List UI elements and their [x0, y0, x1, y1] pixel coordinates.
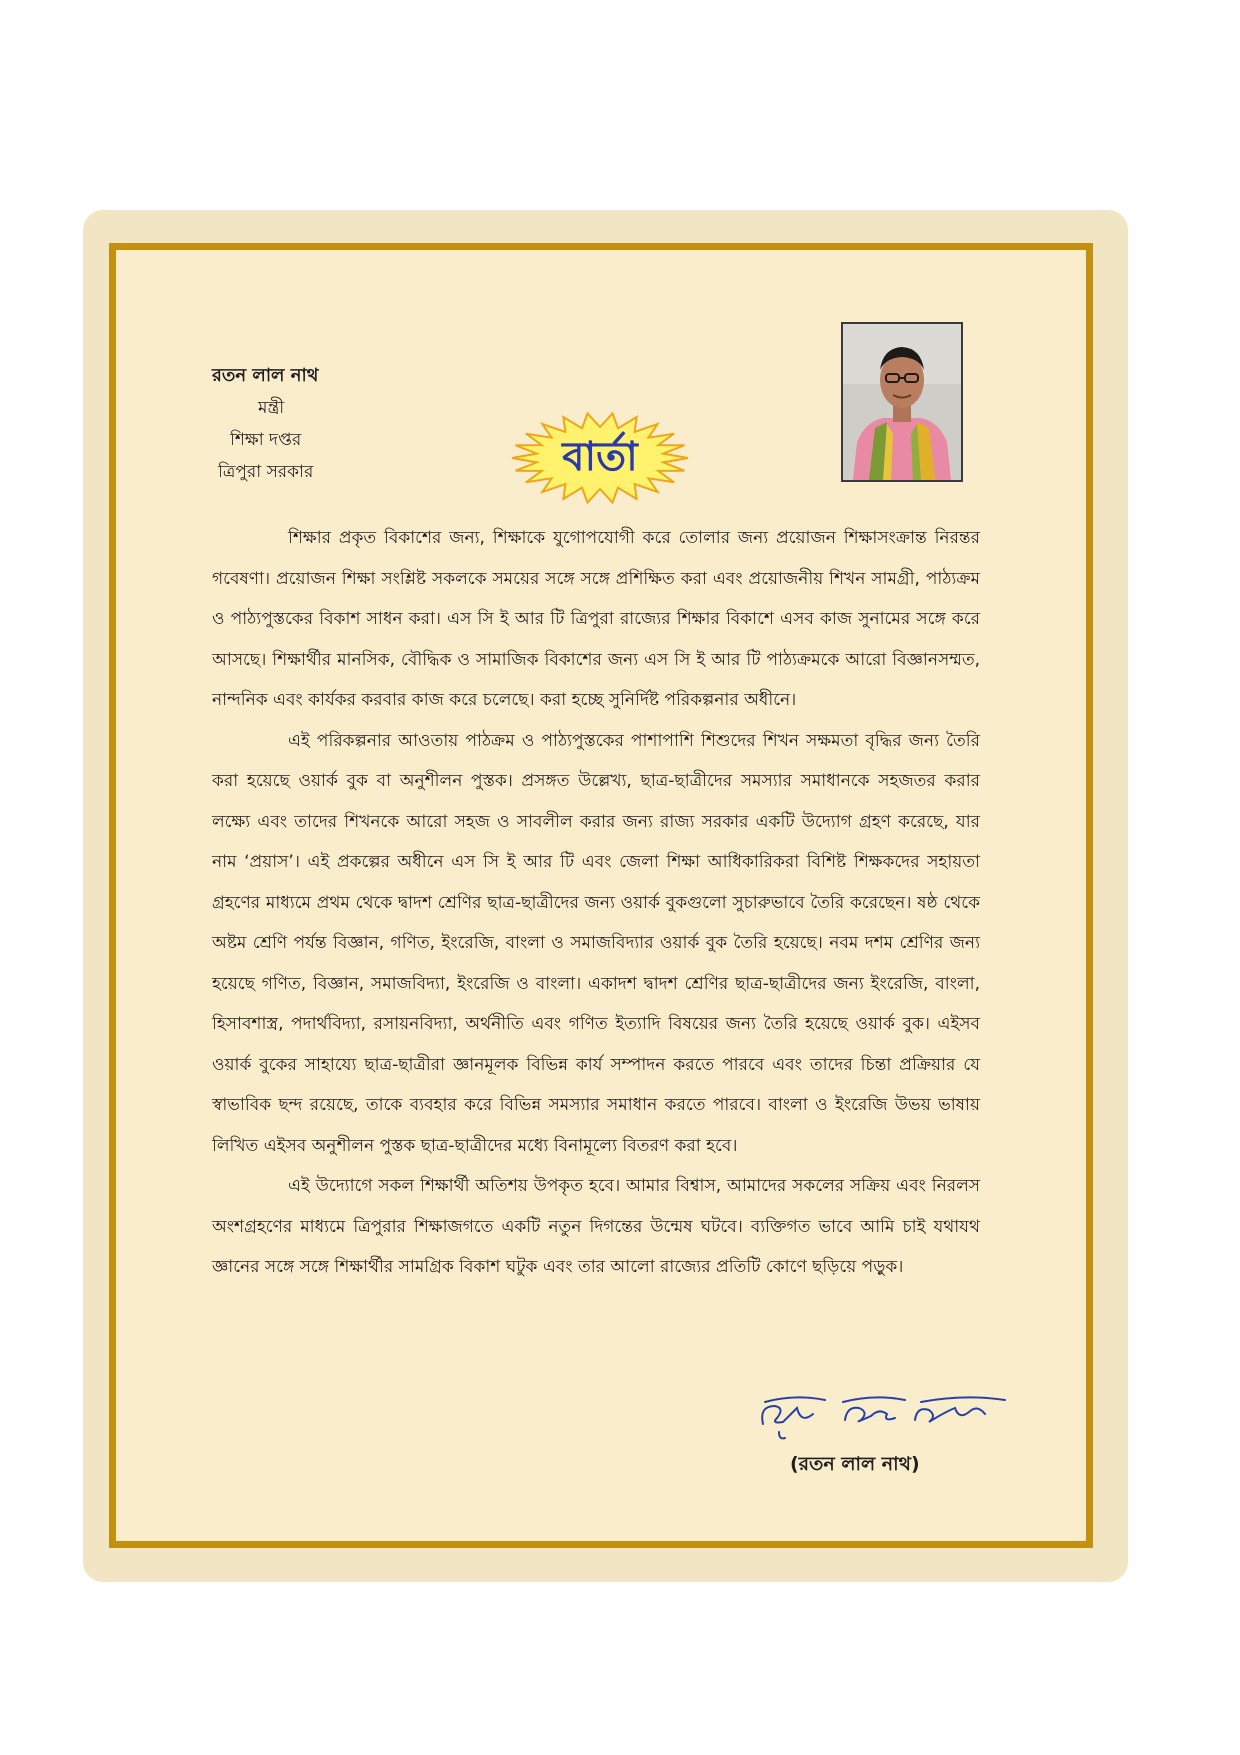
signature-icon — [755, 1384, 1015, 1446]
portrait-photo — [841, 322, 963, 482]
heading-burst — [510, 412, 690, 504]
sender-block — [212, 360, 412, 488]
paragraph: এই পরিকল্পনার আওতায় পাঠক্রম ও পাঠ্যপুস্তকের পাশাপাশি শিশুদের শিখন সক্ষমতা বৃদ্ধির জন্য তৈরি করা হয়েছে ওয়ার্ক বুক বা অনুশীলন পুস্তক। প্রসঙ্গত উল্লেখ্য, ছাত্র-ছাত্রীদের সমস্যার সমাধানকে সহজতর করার লক্ষ্যে এবং তাদের শিখনকে আরো সহজ ও সাবলীল করার জন্য রাজ্য সরকার একটি উদ্যোগ গ্রহণ করেছে, যার নাম ‘প্রয়াস’। এই প্রকল্পের অধীনে এস সি ই আর টি এবং জেলা শিক্ষা আধিকারিকরা বিশিষ্ট শিক্ষকদের সহায়তা গ্রহণের মাধ্যমে প্রথম থেকে দ্বাদশ শ্রেণির ছাত্র-ছাত্রীদের জন্য ওয়ার্ক বুকগুলো সুচারুভাবে তৈরি করেছেন। ষষ্ঠ থেকে অষ্টম শ্রেণি পর্যন্ত বিজ্ঞান, গণিত, ইংরেজি, বাংলা ও সমাজবিদ্যার ওয়ার্ক বুক তৈরি হয়েছে। নবম দশম শ্রেণির জন্য হয়েছে গণিত, বিজ্ঞান, সমাজবিদ্যা, ইংরেজি ও বাংলা। একাদশ দ্বাদশ শ্রেণির ছাত্র-ছাত্রীদের জন্য ইংরেজি, বাংলা, হিসাবশাস্ত্র, পদার্থবিদ্যা, রসায়নবিদ্যা, অর্থনীতি এবং গণিত ইত্যাদি বিষয়ের জন্য তৈরি হয়েছে ওয়ার্ক বুক। এইসব ওয়ার্ক বুকের সাহায্যে ছাত্র-ছাত্রীরা জ্ঞানমূলক বিভিন্ন কার্য সম্পাদন করতে পারবে এবং তাদের চিন্তা প্রক্রিয়ার যে স্বাভাবিক ছন্দ রয়েছে, তাকে ব্যবহার করে বিভিন্ন সমস্যার সমাধান করতে পারবে। বাংলা ও ইংরেজি উভয় ভাষায় লিখিত এইসব অনুশীলন পুস্তক ছাত্র-ছাত্রীদের মধ্যে বিনামূল্যে বিতরণ করা হবে। — [212, 730, 980, 1156]
sender-government: ত্রিপুরা সরকার — [218, 462, 314, 482]
message-body — [212, 518, 980, 1288]
signature-name: (রতন লাল নাথ) — [790, 1453, 920, 1475]
handwritten-signature — [755, 1384, 1015, 1446]
portrait-photo-icon — [843, 324, 961, 480]
sender-name: রতন লাল নাথ — [212, 365, 319, 386]
sender-department: শিক্ষা দপ্তর — [230, 430, 302, 450]
paragraph: শিক্ষার প্রকৃত বিকাশের জন্য, শিক্ষাকে যুগোপযোগী করে তোলার জন্য প্রয়োজন শিক্ষাসংক্রান্ত নিরন্তর গবেষণা। প্রয়োজন শিক্ষা সংশ্লিষ্ট সকলকে সময়ের সঙ্গে সঙ্গে প্রশিক্ষিত করা এবং প্রয়োজনীয় শিখন সামগ্রী, পাঠ্যক্রম ও পাঠ্যপুস্তকের বিকাশ সাধন করা। এস সি ই আর টি ত্রিপুরা রাজ্যের শিক্ষার বিকাশে এসব কাজ সুনামের সঙ্গে করে আসছে। শিক্ষার্থীর মানসিক, বৌদ্ধিক ও সামাজিক বিকাশের জন্য এস সি ই আর টি পাঠ্যক্রমকে আরো বিজ্ঞানসম্মত, নান্দনিক এবং কার্যকর করবার কাজ করে চলেছে। করা হচ্ছে সুনির্দিষ্ট পরিকল্পনার অধীনে। — [212, 528, 980, 710]
sender-title: মন্ত্রী — [258, 398, 285, 418]
page-title: বার্তা — [562, 433, 638, 480]
paragraph: এই উদ্যোগে সকল শিক্ষার্থী অতিশয় উপকৃত হবে। আমার বিশ্বাস, আমাদের সকলের সক্রিয় এবং নিরলস অংশগ্রহণের মাধ্যমে ত্রিপুরার শিক্ষাজগতে একটি নতুন দিগন্তের উন্মেষ ঘটবে। ব্যক্তিগত ভাবে আমি চাই যথাযথ জ্ঞানের সঙ্গে সঙ্গে শিক্ষার্থীর সামগ্রিক বিকাশ ঘটুক এবং তার আলো রাজ্যের প্রতিটি কোণে ছড়িয়ে পড়ুক। — [212, 1176, 980, 1277]
